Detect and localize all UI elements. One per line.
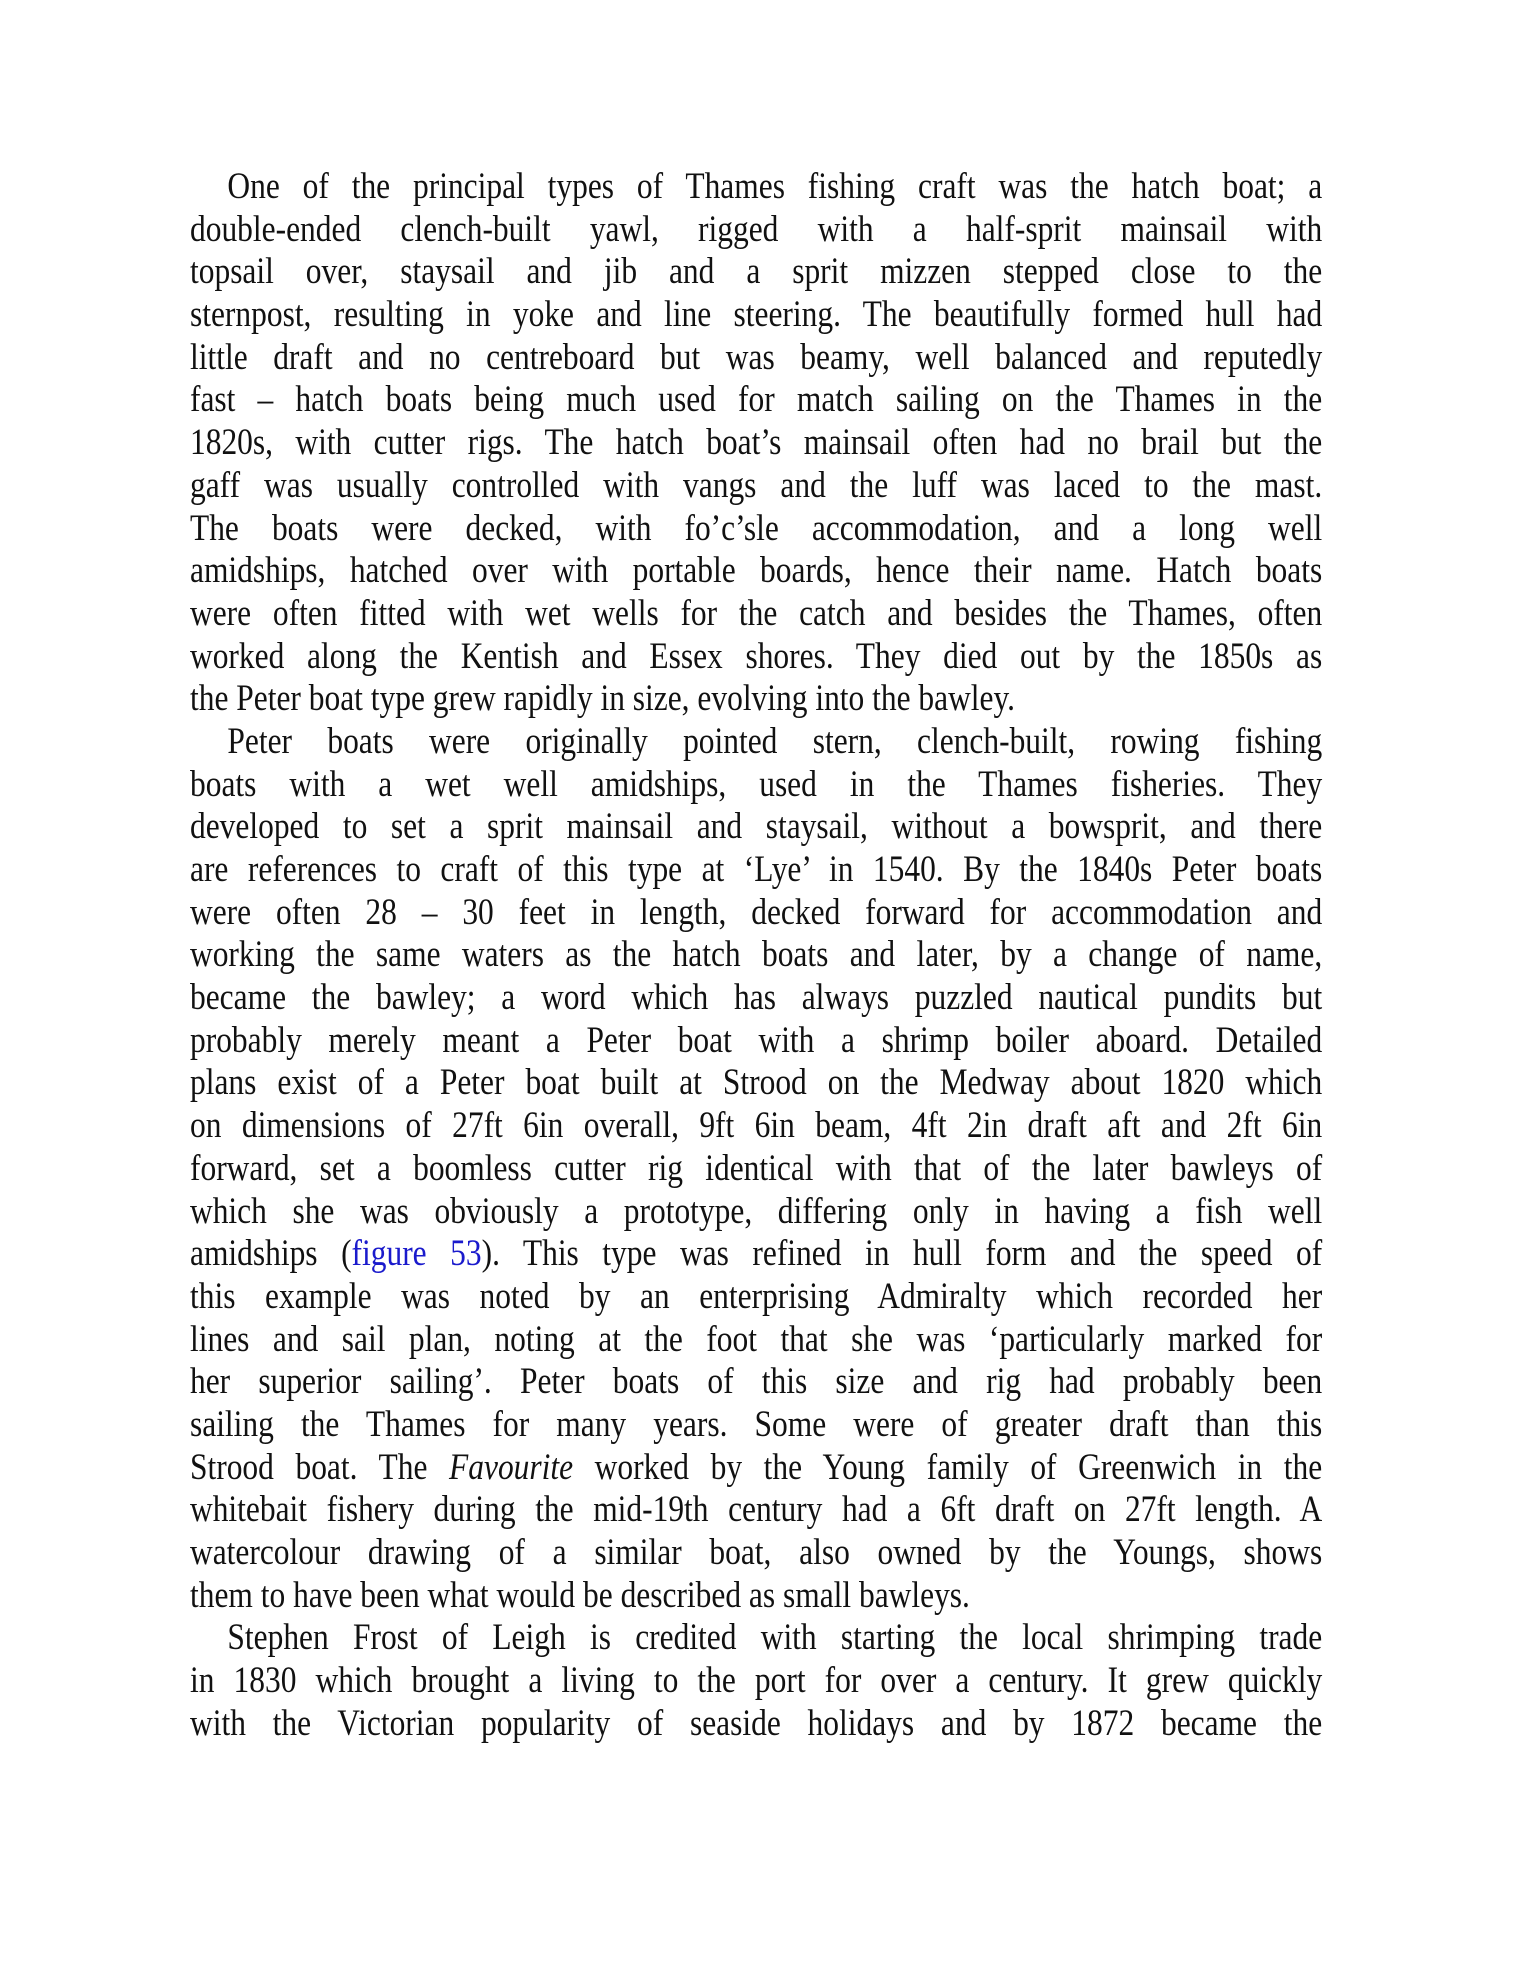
text-line-content [190,1703,1322,1746]
text-line-content [190,764,1322,807]
text-line [190,1575,1322,1618]
text-line [190,678,1322,721]
text-line [190,1062,1322,1105]
text-line-content [190,1447,1322,1490]
page-body-text [190,166,1322,1745]
text-segment: whitebait fishery during the mid-19th century had a 6ft draft on 27ft length. A [190,1489,1323,1531]
text-line [190,1276,1322,1319]
text-line-content [190,678,1322,721]
text-segment: worked by the Young family of Greenwich in the [573,1446,1323,1488]
text-line-content [190,892,1322,935]
text-line [190,1447,1322,1490]
text-segment: double-ended clench-built yawl, rigged with a half-sprit mainsail with [190,208,1323,250]
text-line-content [190,337,1322,380]
text-line-content [190,166,1322,209]
text-line [190,1191,1322,1234]
text-line [190,1148,1322,1191]
text-line [190,1361,1322,1404]
text-line [190,1404,1322,1447]
text-segment: amidships ( [190,1233,352,1275]
text-line [190,1319,1322,1362]
text-segment: are references to craft of this type at ‘Lye’ in 1540. By the 1840s Peter boats [190,849,1323,890]
text-line [190,379,1322,422]
text-segment: which she was obviously a prototype, differing only in having a fish well [190,1190,1323,1232]
text-segment: were often 28 – 30 feet in length, decked forward for accommodation and [190,891,1323,933]
text-line-content [190,465,1322,508]
italic-boat-name: Favourite [449,1446,574,1488]
text-line [190,593,1322,636]
text-line-content [190,849,1322,892]
text-line [190,337,1322,380]
text-segment: fast – hatch boats being much used for match sailing on the Thames in the [190,379,1323,421]
text-line-content [190,422,1322,465]
text-segment: The boats were decked, with fo’c’sle accommodation, and a long well [190,507,1323,549]
text-line [190,1020,1322,1063]
figure-link[interactable]: figure 53 [351,1233,482,1275]
text-segment: Strood boat. The [190,1446,450,1488]
text-segment: in 1830 which brought a living to the port for over a century. It grew quickly [190,1660,1323,1702]
text-line [190,251,1322,294]
text-segment: Peter boats were originally pointed stern, clench-built, rowing fishing [227,720,1323,762]
text-line-content [190,1319,1322,1362]
text-line-content [190,209,1322,252]
text-segment: amidships, hatched over with portable boards, hence their name. Hatch boats [190,550,1323,592]
text-line-content [190,1660,1322,1703]
text-line [190,1489,1322,1532]
text-line [190,465,1322,508]
text-line [190,508,1322,551]
text-line-content [190,1148,1322,1191]
text-line-content [190,1361,1322,1404]
text-line-content [190,1062,1322,1105]
text-line [190,294,1322,337]
text-line-content [190,1617,1322,1660]
text-line-content [190,550,1322,593]
text-line [190,849,1322,892]
text-segment: her superior sailing’. Peter boats of this size and rig had probably been [190,1361,1323,1403]
text-segment: boats with a wet well amidships, used in the Thames fisheries. They [190,763,1323,805]
text-segment: little draft and no centreboard but was beamy, well balanced and reputedly [190,336,1323,378]
text-line-content [190,977,1322,1020]
text-segment: topsail over, staysail and jib and a sprit mizzen stepped close to the [190,251,1323,293]
text-segment: watercolour drawing of a similar boat, also owned by the Youngs, shows [190,1532,1323,1573]
text-segment: on dimensions of 27ft 6in overall, 9ft 6in beam, 4ft 2in draft aft and 2ft 6in [190,1105,1323,1147]
text-line-content [190,1105,1322,1148]
text-line [190,764,1322,807]
text-line [190,1660,1322,1703]
text-line-content [190,294,1322,337]
text-line-content [190,593,1322,636]
text-segment: sailing the Thames for many years. Some were of greater draft than this [190,1403,1323,1445]
text-line [190,422,1322,465]
text-line-content [190,1233,1322,1276]
text-segment: probably merely meant a Peter boat with a shrimp boiler aboard. Detailed [190,1019,1323,1061]
text-line [190,892,1322,935]
text-line-content [190,1191,1322,1234]
text-line-content [190,1020,1322,1063]
text-segment: forward, set a boomless cutter rig identical with that of the later bawleys of [190,1147,1323,1189]
text-segment: ). This type was refined in hull form and the speed of [481,1233,1323,1275]
text-line [190,1617,1322,1660]
text-segment: them to have been what would be described as small bawleys. [190,1574,970,1616]
text-segment: One of the principal types of Thames fishing craft was the hatch boat; a [227,166,1323,207]
text-line-content [190,1532,1322,1575]
text-segment: worked along the Kentish and Essex shores. They died out by the 1850s as [190,635,1323,677]
text-segment: became the bawley; a word which has always puzzled nautical pundits but [190,977,1323,1019]
text-line [190,209,1322,252]
text-line-content [190,636,1322,679]
text-line [190,1532,1322,1575]
text-line [190,934,1322,977]
text-line-content [190,508,1322,551]
text-line [190,1703,1322,1746]
text-segment: lines and sail plan, noting at the foot that she was ‘particularly marked for [190,1318,1323,1360]
text-segment: sternpost, resulting in yoke and line steering. The beautifully formed hull had [190,294,1323,336]
text-line [190,166,1322,209]
text-line-content [190,934,1322,977]
text-line-content [190,1489,1322,1532]
text-line [190,550,1322,593]
text-segment: Stephen Frost of Leigh is credited with starting the local shrimping trade [227,1617,1323,1659]
text-line [190,1105,1322,1148]
text-line-content [190,806,1322,849]
text-segment: working the same waters as the hatch boats and later, by a change of name, [190,934,1323,976]
text-line-content [190,379,1322,422]
text-line [190,977,1322,1020]
text-segment: 1820s, with cutter rigs. The hatch boat’s mainsail often had no brail but the [190,422,1323,464]
text-segment: this example was noted by an enterprising Admiralty which recorded her [190,1275,1323,1317]
text-line [190,806,1322,849]
text-line [190,721,1322,764]
text-line-content [190,721,1322,764]
text-segment: gaff was usually controlled with vangs and the luff was laced to the mast. [190,464,1323,506]
text-segment: the Peter boat type grew rapidly in size, evolving into the bawley. [190,678,1016,720]
text-line-content [190,1276,1322,1319]
text-segment: developed to set a sprit mainsail and staysail, without a bowsprit, and there [190,806,1323,848]
text-line [190,1233,1322,1276]
text-segment: plans exist of a Peter boat built at Strood on the Medway about 1820 which [190,1062,1323,1104]
text-line-content [190,1404,1322,1447]
text-segment: were often fitted with wet wells for the catch and besides the Thames, often [190,592,1323,634]
text-line-content [190,251,1322,294]
text-line [190,636,1322,679]
text-segment: with the Victorian popularity of seaside holidays and by 1872 became the [190,1702,1323,1744]
text-line-content [190,1575,1322,1618]
